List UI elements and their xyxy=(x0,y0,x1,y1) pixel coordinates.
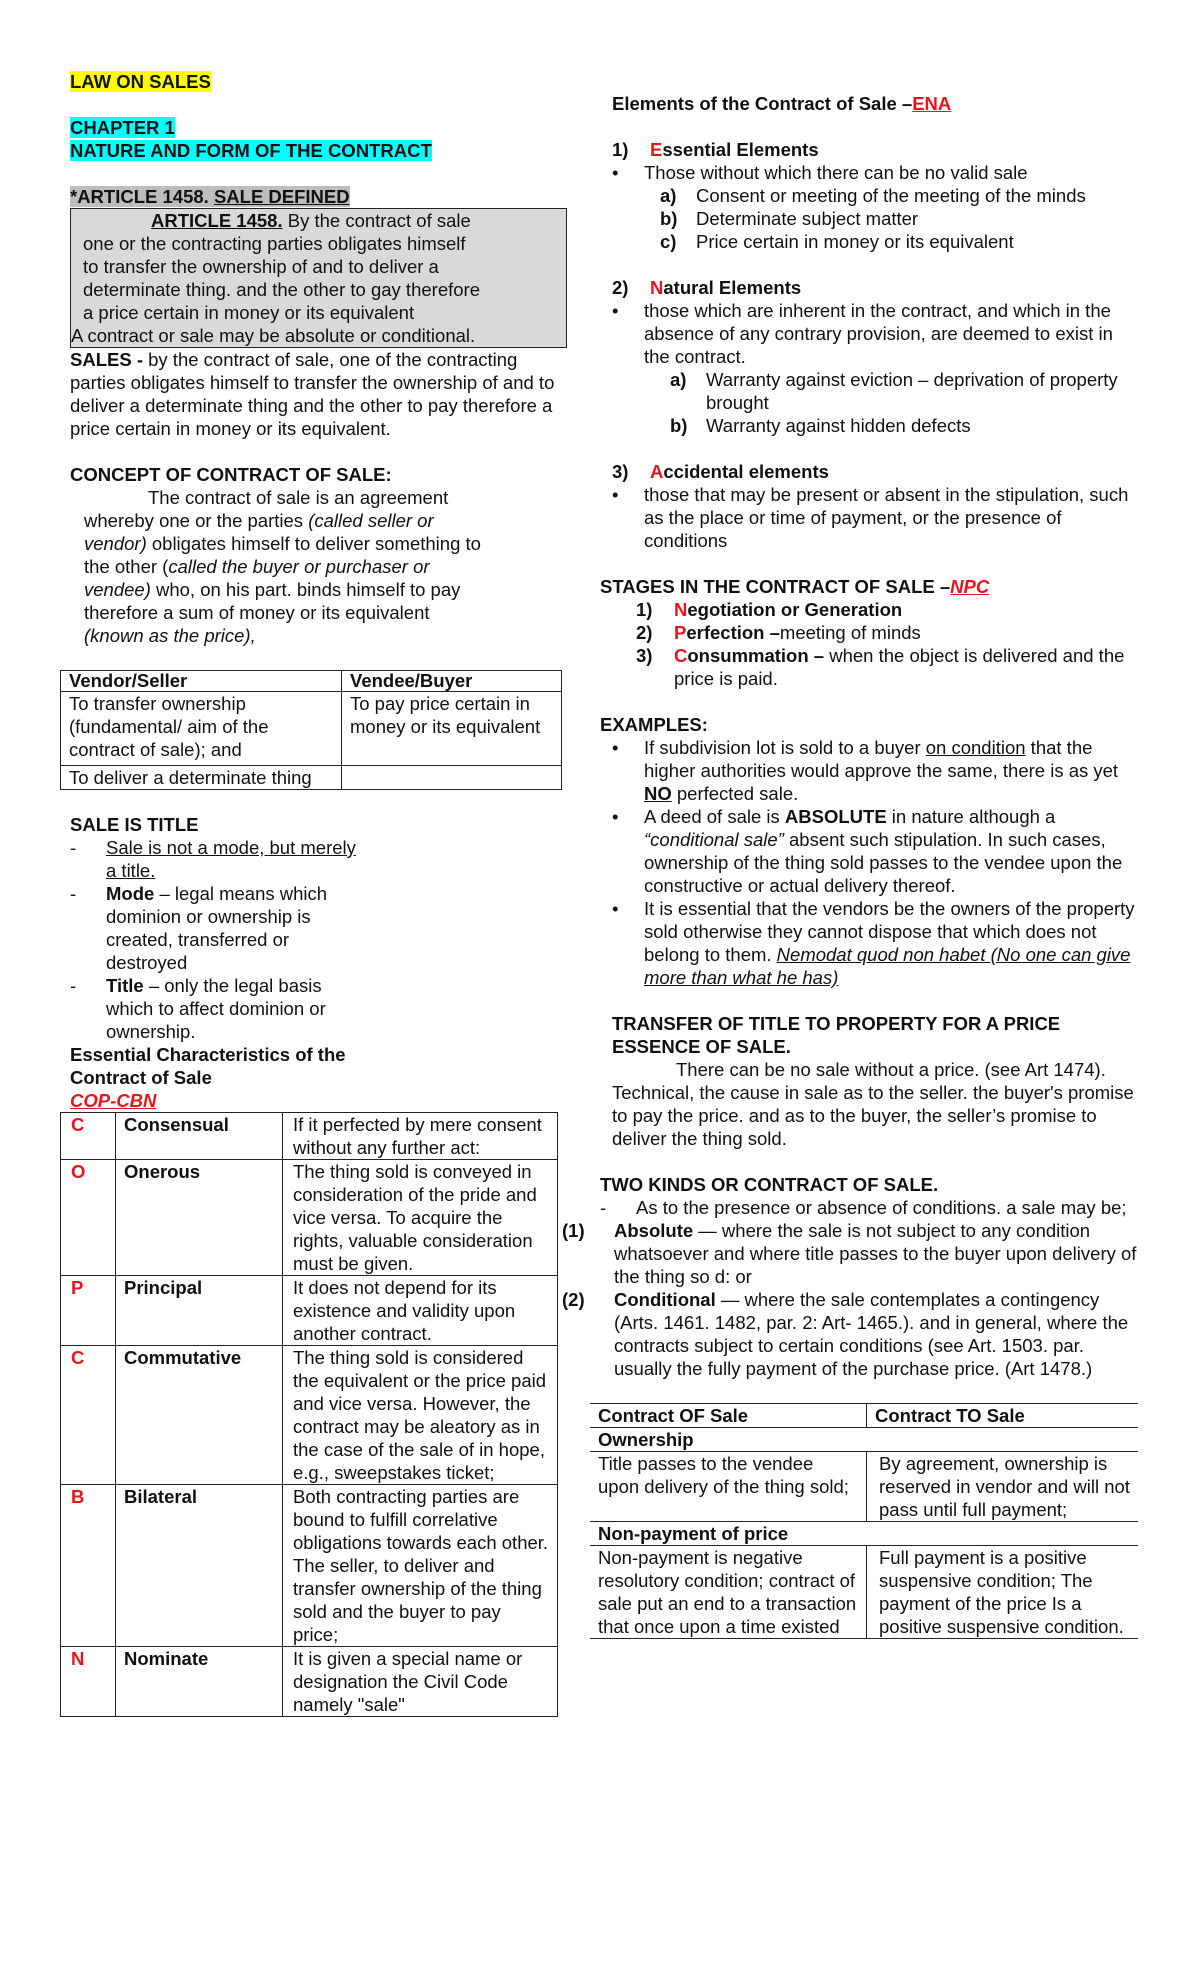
stage-title: egotiation or Generation xyxy=(687,599,903,620)
sale-is-title-heading: SALE IS TITLE xyxy=(70,814,199,835)
article-box-last: A contract or sale may be absolute or conditional. xyxy=(71,325,476,346)
sub-text: Warranty against eviction – deprivation of property brought xyxy=(706,369,1118,413)
sub-text: Consent or meeting of the meeting of the minds xyxy=(696,185,1086,206)
concept-line: The contract of sale is an agreement xyxy=(148,487,449,508)
table-cell: To transfer ownership (fundamental/ aim of the contract of sale); and xyxy=(61,692,342,766)
table-cell xyxy=(342,766,562,790)
list-number: 3) xyxy=(636,645,653,666)
table-cell: Non-payment is negative resolutory condition; contract of sale put an end to a transaction that once upon a time existed xyxy=(590,1546,867,1639)
characteristics-heading: Essential Characteristics of the Contract of Sale xyxy=(70,1044,346,1088)
example-text: It is essential that the vendors be the owners of the property sold otherwise they cannot dispose that which does not belong to them. xyxy=(644,898,1135,965)
concept-line: called the buyer or purchaser or xyxy=(168,556,430,577)
example-text: on condition xyxy=(925,737,1026,758)
sub-text: Determinate subject matter xyxy=(696,208,919,229)
list-item: - As to the presence or absence of conditions. a sale may be; xyxy=(600,1197,1127,1218)
concept-paragraph xyxy=(70,486,570,647)
char-letter: O xyxy=(61,1160,116,1276)
example-text: absent such stipulation. In such cases, ownership of the thing sold passes to the vendee upon the constructive or actual delivery thereof. xyxy=(644,829,1123,896)
list-item xyxy=(660,184,1140,207)
char-letter: B xyxy=(61,1485,116,1647)
list-number: 1) xyxy=(636,599,653,620)
element-title: atural Elements xyxy=(663,277,802,298)
concept-heading: CONCEPT OF CONTRACT OF SALE: xyxy=(70,464,392,485)
list-item xyxy=(636,621,1140,644)
char-letter: C xyxy=(61,1346,116,1485)
transfer-text: There can be no sale without a price. (see Art 1474). Technical, the cause in sale as to the seller. the buyer's promise to pay the price. and as to the buyer, the seller’s promise to deliver the thing sold. xyxy=(612,1059,1134,1149)
acronym-letter: E xyxy=(650,139,663,160)
stages-heading xyxy=(600,575,1140,598)
sub-text: Warranty against hidden defects xyxy=(706,415,971,436)
bullet-text: those which are inherent in the contract, and which in the absence of any contrary provision, are deemed to exist in the contract. xyxy=(644,300,1113,367)
elements-heading-text: Elements of the Contract of Sale – xyxy=(612,93,913,114)
kind-text: — where the sale contemplates a contingency (Arts. 1461. 1482, par. 2: Art- 1465.). and in general, where the contracts subject to certain conditions (see Art. 1503. par. usually the fully payment of the purchase price. (Art 1478.) xyxy=(614,1289,1129,1379)
char-desc: Both contracting parties are bound to fulfill correlative obligations towards each other. The seller, to deliver and transfer ownership of the thing sold and the buyer to pay price; xyxy=(283,1485,558,1647)
stage-text: meeting of minds xyxy=(779,622,921,643)
table-header-row xyxy=(61,671,562,692)
table-row xyxy=(61,1485,558,1647)
transfer-heading: TRANSFER OF TITLE TO PROPERTY FOR A PRICE ESSENCE OF SALE. xyxy=(612,1013,1061,1057)
accidental-elements xyxy=(600,460,1140,483)
list-number: 1) xyxy=(612,139,629,160)
article-1458-box xyxy=(70,208,567,348)
concept-line: who, on his part. binds himself to pay xyxy=(150,579,461,600)
example-text: A deed of sale is xyxy=(644,806,785,827)
char-letter: N xyxy=(61,1647,116,1717)
elements-heading xyxy=(600,92,1140,115)
list-item: • If subdivision lot is sold to a buyer on condition that the higher authorities would approve the same, there is as yet NO perfected sale. xyxy=(612,737,1119,804)
acronym-letter: A xyxy=(650,461,664,482)
table-row xyxy=(590,1452,1138,1522)
concept-line: therefore a sum of money or its equivalent xyxy=(84,602,430,623)
example-text: perfected sale. xyxy=(671,783,799,804)
char-name: Commutative xyxy=(116,1346,283,1485)
sub-marker: b) xyxy=(660,208,678,229)
bullet-text: Those without which there can be no valid sale xyxy=(644,162,1028,183)
list-item: • those that may be present or absent in the stipulation, such as the place or time of payment, or the presence of conditions xyxy=(600,483,1140,552)
list-item xyxy=(636,598,1140,621)
chapter-title: NATURE AND FORM OF THE CONTRACT xyxy=(70,140,432,161)
acronym-letter: N xyxy=(650,277,664,298)
stage-title: onsummation – xyxy=(687,645,825,666)
char-name: Consensual xyxy=(116,1113,283,1160)
table-row xyxy=(61,1113,558,1160)
table-header: Contract TO Sale xyxy=(867,1404,1139,1428)
essential-elements xyxy=(600,138,1140,161)
table-row xyxy=(61,1160,558,1276)
list-item: - Sale is not a mode, but merely a title. xyxy=(70,836,360,882)
table-row xyxy=(61,1276,558,1346)
char-name: Nominate xyxy=(116,1647,283,1717)
concept-line: obligates himself to deliver something to xyxy=(146,533,481,554)
list-item: • Those without which there can be no valid sale xyxy=(612,162,1028,183)
kind-text: — where the sale is not subject to any condition whatsoever and where title passes to the buyer upon delivery of the thing so d: or xyxy=(614,1220,1137,1287)
table-header: Vendee/Buyer xyxy=(342,671,562,692)
list-number: 3) xyxy=(612,461,629,482)
table-header: Contract OF Sale xyxy=(590,1404,867,1428)
list-item: • A deed of sale is ABSOLUTE in nature although a “conditional sale” absent such stipulation. In such cases, ownership of the thing sold passes to the vendee upon the constructive or actual delivery thereof. xyxy=(612,806,1123,896)
list-item-text: Sale is not a mode, but merely a title. xyxy=(106,837,356,881)
char-name: Bilateral xyxy=(116,1485,283,1647)
table-section: Non-payment of price xyxy=(590,1522,1138,1546)
list-number: 2) xyxy=(612,277,629,298)
list-item xyxy=(660,207,1140,230)
document-title: LAW ON SALES xyxy=(70,71,211,92)
list-number: 2) xyxy=(636,622,653,643)
table-cell: By agreement, ownership is reserved in vendor and will not pass until full payment; xyxy=(867,1452,1139,1522)
examples-heading: EXAMPLES: xyxy=(600,714,708,735)
kind-title: Absolute xyxy=(614,1220,694,1241)
table-section-row xyxy=(590,1428,1138,1452)
char-letter: C xyxy=(61,1113,116,1160)
vendor-vendee-table xyxy=(60,670,562,790)
char-desc: The thing sold is conveyed in consideration of the pride and vice versa. To acquire the rights, valuable consideration must be given. xyxy=(283,1160,558,1276)
char-name: Principal xyxy=(116,1276,283,1346)
article-box-line: to transfer the ownership of and to deliver a xyxy=(83,256,439,277)
sub-marker: a) xyxy=(670,369,687,390)
list-item xyxy=(670,414,1140,437)
list-item xyxy=(562,1288,1140,1380)
sub-text: Price certain in money or its equivalent xyxy=(696,231,1014,252)
sale-is-title-list xyxy=(70,836,360,1043)
table-cell: To deliver a determinate thing xyxy=(61,766,342,790)
list-item xyxy=(660,230,1140,253)
element-title: ssential Elements xyxy=(662,139,819,160)
elements-acronym: ENA xyxy=(912,93,952,114)
article-box-line: determinate thing. and the other to gay therefore xyxy=(83,279,480,300)
table-row xyxy=(61,1647,558,1717)
sales-label: SALES - xyxy=(70,349,143,370)
list-number: (2) xyxy=(562,1289,585,1310)
bullet-text: those that may be present or absent in the stipulation, such as the place or time of payment, or the presence of conditions xyxy=(644,484,1129,551)
table-row xyxy=(61,692,562,766)
example-text: If subdivision lot is sold to a buyer xyxy=(644,737,926,758)
right-column xyxy=(562,92,1140,1639)
char-letter: P xyxy=(61,1276,116,1346)
example-text: in nature although a xyxy=(886,806,1056,827)
sub-marker: a) xyxy=(660,185,677,206)
char-desc: If it perfected by mere consent without any further act: xyxy=(283,1113,558,1160)
list-item xyxy=(636,644,1140,690)
concept-line: the other ( xyxy=(84,556,169,577)
sub-marker: b) xyxy=(670,415,688,436)
list-item: - Title – only the legal basis which to affect dominion or ownership. xyxy=(70,975,326,1042)
article-heading-title: SALE DEFINED xyxy=(213,186,350,207)
concept-line: vendee) xyxy=(84,579,151,600)
concept-line: (known as the price), xyxy=(84,625,256,646)
natural-elements xyxy=(600,276,1140,299)
table-row xyxy=(61,766,562,790)
concept-line: vendor) xyxy=(84,533,147,554)
list-item xyxy=(670,368,1140,414)
article-box-lead: ARTICLE 1458. xyxy=(151,210,283,231)
stage-text: when the object is delivered and the price is paid. xyxy=(674,645,1125,689)
element-title: ccidental elements xyxy=(663,461,829,482)
characteristics-table xyxy=(60,1112,558,1717)
table-section: Ownership xyxy=(590,1428,1138,1452)
list-item: - Mode – legal means which dominion or ownership is created, transferred or destroyed xyxy=(70,883,328,973)
sales-definition xyxy=(70,348,570,440)
table-cell: Title passes to the vendee upon delivery of the thing sold; xyxy=(590,1452,867,1522)
concept-line: (called seller or xyxy=(308,510,434,531)
contract-comparison-table xyxy=(590,1403,1138,1639)
article-box-line: By the contract of sale xyxy=(282,210,471,231)
example-text: that the higher authorities would approve the same, there is as yet xyxy=(644,737,1119,781)
acronym-letter: P xyxy=(674,622,687,643)
list-item xyxy=(562,1219,1140,1288)
char-desc: It does not depend for its existence and validity upon another contract. xyxy=(283,1276,558,1346)
article-box-line: one or the contracting parties obligates himself xyxy=(83,233,466,254)
sub-marker: c) xyxy=(660,231,677,252)
table-cell: To pay price certain in money or its equivalent xyxy=(342,692,562,766)
char-desc: It is given a special name or designation the Civil Code namely "sale" xyxy=(283,1647,558,1717)
left-column xyxy=(70,70,570,1717)
table-header-row xyxy=(590,1404,1138,1428)
example-text: ABSOLUTE xyxy=(784,806,887,827)
table-cell: Full payment is a positive suspensive condition; The payment of the price Is a positive suspensive condition. xyxy=(867,1546,1139,1639)
acronym-letter: N xyxy=(674,599,688,620)
list-number: (1) xyxy=(562,1220,585,1241)
stages-acronym: NPC xyxy=(950,576,990,597)
article-heading: *ARTICLE 1458. xyxy=(70,186,214,207)
kind-title: Conditional xyxy=(614,1289,716,1310)
example-text: “conditional sale” xyxy=(644,829,784,850)
chapter-label: CHAPTER 1 xyxy=(70,117,175,138)
stages-heading-text: STAGES IN THE CONTRACT OF SALE – xyxy=(600,576,951,597)
example-text: Nemodat quod non habet (No one can give more than what he has) xyxy=(644,944,1131,988)
sales-text: by the contract of sale, one of the contracting parties obligates himself to transfer the ownership of and to deliver a determinate thing and the other to pay therefore a price certain in money or its equivalent. xyxy=(70,349,555,439)
char-name: Onerous xyxy=(116,1160,283,1276)
acronym-letter: C xyxy=(674,645,688,666)
list-item-term: Mode xyxy=(106,883,155,904)
table-header: Vendor/Seller xyxy=(61,671,342,692)
stage-title: erfection – xyxy=(686,622,780,643)
example-text: NO xyxy=(644,783,672,804)
two-kinds-heading: TWO KINDS OR CONTRACT OF SALE. xyxy=(600,1174,939,1195)
list-item: • those which are inherent in the contract, and which in the absence of any contrary provision, are deemed to exist in the contract. xyxy=(600,299,1140,368)
two-kinds-intro: As to the presence or absence of conditions. a sale may be; xyxy=(636,1197,1127,1218)
characteristics-acronym: COP-CBN xyxy=(70,1090,157,1111)
table-section-row xyxy=(590,1522,1138,1546)
table-row xyxy=(590,1546,1138,1639)
list-item-text: – legal means which dominion or ownership is created, transferred or destroyed xyxy=(106,883,328,973)
concept-line: whereby one or the parties xyxy=(84,510,309,531)
list-item-text: – only the legal basis which to affect dominion or ownership. xyxy=(106,975,326,1042)
list-item: • It is essential that the vendors be the owners of the property sold otherwise they cannot dispose that which does not belong to them. Nemodat quod non habet (No one can give more than what he has) xyxy=(612,898,1135,988)
list-item-term: Title xyxy=(106,975,144,996)
article-box-line: a price certain in money or its equivalent xyxy=(83,302,415,323)
char-desc: The thing sold is considered the equivalent or the price paid and vice versa. However, the contract may be aleatory as in the case of the sale of in hope, e.g., sweepstakes ticket; xyxy=(283,1346,558,1485)
table-row xyxy=(61,1346,558,1485)
